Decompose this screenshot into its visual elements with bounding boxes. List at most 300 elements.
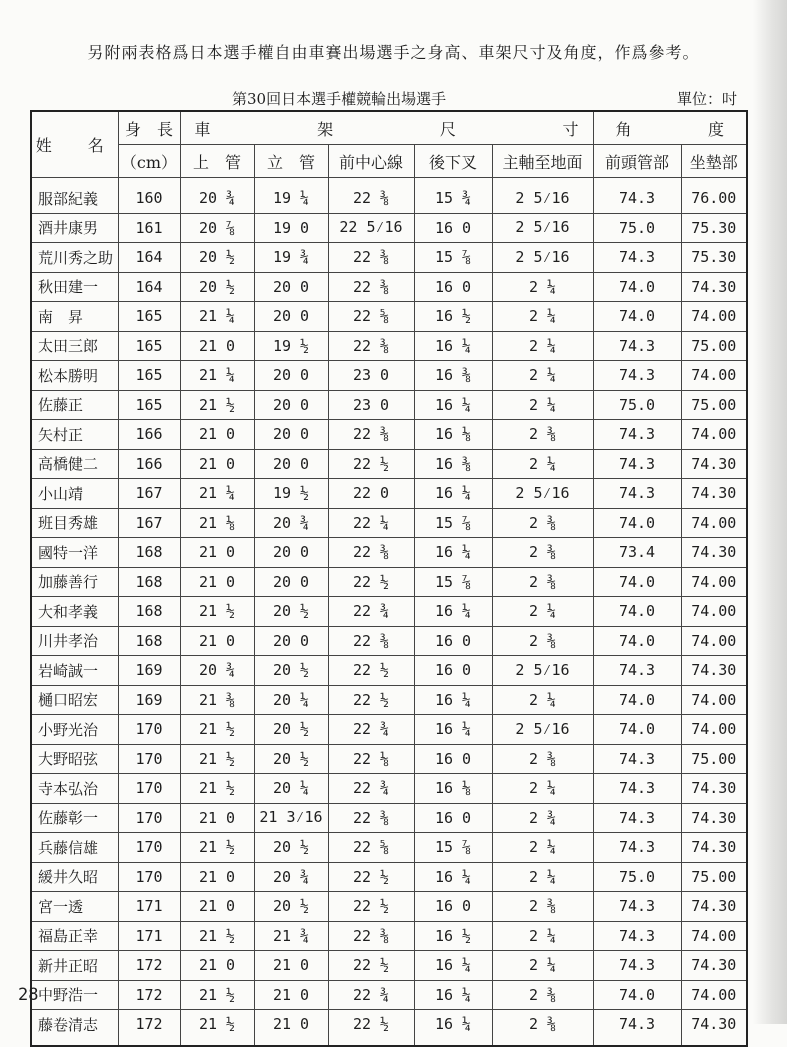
- cell-seat: 19 ½: [254, 479, 328, 509]
- cell-head: 74.3: [593, 803, 681, 833]
- cell-center: 22 ¾: [328, 597, 414, 627]
- cell-name: 南 昇: [31, 302, 118, 332]
- cell-seat: 20 0: [254, 626, 328, 656]
- cell-bb: 2 ¼: [492, 390, 593, 420]
- cell-name: 藤卷清志: [31, 1010, 118, 1046]
- table-row: [31, 178, 747, 214]
- cell-seatang: 74.30: [681, 803, 747, 833]
- cell-seatang: 74.30: [681, 656, 747, 686]
- table-row: [31, 715, 747, 745]
- cell-center: 22 0: [328, 479, 414, 509]
- cell-top: 21 ⅛: [180, 508, 254, 538]
- table-row: [31, 862, 747, 892]
- cell-bb: 2 5⁄16: [492, 243, 593, 273]
- cell-center: 22 ¼: [328, 508, 414, 538]
- cell-chain: 16 ¼: [414, 479, 492, 509]
- table-row: [31, 744, 747, 774]
- cell-head: 74.0: [593, 715, 681, 745]
- table-row: [31, 892, 747, 922]
- cell-seatang: 75.00: [681, 390, 747, 420]
- cell-bb: 2 ¼: [492, 951, 593, 981]
- cell-center: 22 ⅝: [328, 302, 414, 332]
- cell-seat: 21 0: [254, 1010, 328, 1046]
- cell-name: 中野浩一: [31, 980, 118, 1010]
- cell-top: 21 ⅜: [180, 685, 254, 715]
- cell-seatang: 75.30: [681, 213, 747, 243]
- cell-head: 74.3: [593, 361, 681, 391]
- cell-seatang: 74.00: [681, 626, 747, 656]
- cell-top: 21 ½: [180, 1010, 254, 1046]
- cell-head: 74.0: [593, 685, 681, 715]
- angle-char: 度: [708, 119, 725, 139]
- cell-seatang: 75.00: [681, 331, 747, 361]
- cell-seatang: 74.30: [681, 951, 747, 981]
- table-row: [31, 833, 747, 863]
- cell-seat: 20 ½: [254, 597, 328, 627]
- cell-top: 21 0: [180, 567, 254, 597]
- cell-seatang: 74.00: [681, 715, 747, 745]
- cell-seat: 20 0: [254, 390, 328, 420]
- cell-head: 74.3: [593, 892, 681, 922]
- table-row: [31, 361, 747, 391]
- cell-top: 21 ½: [180, 715, 254, 745]
- cell-bb: 2 ⅜: [492, 420, 593, 450]
- cell-name: 矢村正: [31, 420, 118, 450]
- cell-head: 74.0: [593, 302, 681, 332]
- cell-head: 74.3: [593, 420, 681, 450]
- cell-bb: 2 5⁄16: [492, 213, 593, 243]
- cell-height: 171: [118, 892, 180, 922]
- cell-top: 21 0: [180, 892, 254, 922]
- cell-height: 161: [118, 213, 180, 243]
- cell-head: 74.0: [593, 626, 681, 656]
- cell-bb: 2 ¼: [492, 331, 593, 361]
- cell-center: 22 ½: [328, 656, 414, 686]
- cell-bb: 2 ¼: [492, 302, 593, 332]
- cell-name: 荒川秀之助: [31, 243, 118, 273]
- cell-chain: 16 0: [414, 626, 492, 656]
- cell-center: 22 ½: [328, 951, 414, 981]
- cell-chain: 16 0: [414, 213, 492, 243]
- cell-height: 166: [118, 420, 180, 450]
- cell-center: 22 ⅝: [328, 833, 414, 863]
- cell-top: 21 0: [180, 420, 254, 450]
- cell-name: 岩崎誠一: [31, 656, 118, 686]
- cell-center: 22 ½: [328, 685, 414, 715]
- cell-chain: 16 0: [414, 272, 492, 302]
- cell-height: 171: [118, 921, 180, 951]
- cell-bb: 2 5⁄16: [492, 178, 593, 214]
- cell-chain: 15 ⅞: [414, 833, 492, 863]
- cell-seat: 20 0: [254, 567, 328, 597]
- page-number: 28: [18, 985, 39, 1005]
- cell-height: 165: [118, 361, 180, 391]
- table-row: [31, 390, 747, 420]
- table-row: [31, 921, 747, 951]
- cell-seat: 21 3⁄16: [254, 803, 328, 833]
- cell-seat: 20 0: [254, 449, 328, 479]
- cell-name: 班目秀雄: [31, 508, 118, 538]
- cell-name: 大野昭弦: [31, 744, 118, 774]
- cell-head: 74.3: [593, 951, 681, 981]
- cell-center: 22 ¾: [328, 980, 414, 1010]
- cell-height: 170: [118, 862, 180, 892]
- cell-height: 170: [118, 833, 180, 863]
- frame-char: 車: [194, 119, 211, 139]
- cell-seat: 21 0: [254, 980, 328, 1010]
- cell-chain: 16 ¼: [414, 597, 492, 627]
- cell-center: 22 ⅜: [328, 626, 414, 656]
- frame-char: 架: [317, 119, 334, 139]
- table-row: [31, 803, 747, 833]
- cell-top: 20 ½: [180, 272, 254, 302]
- cell-height: 168: [118, 597, 180, 627]
- cell-seatang: 75.30: [681, 243, 747, 273]
- cell-center: 22 ⅜: [328, 803, 414, 833]
- cell-bb: 2 ¼: [492, 272, 593, 302]
- cell-name: 高橋健二: [31, 449, 118, 479]
- cell-top: 21 ¼: [180, 302, 254, 332]
- cell-chain: 16 0: [414, 892, 492, 922]
- cell-chain: 16 ½: [414, 921, 492, 951]
- cell-name: 小山靖: [31, 479, 118, 509]
- cell-head: 74.3: [593, 1010, 681, 1046]
- cell-top: 21 ½: [180, 774, 254, 804]
- cell-head: 74.0: [593, 508, 681, 538]
- rider-frame-table: [30, 110, 748, 1047]
- cell-center: 22 ⅜: [328, 178, 414, 214]
- cell-top: 21 0: [180, 449, 254, 479]
- cell-chain: 15 ⅞: [414, 508, 492, 538]
- cell-center: 22 ⅜: [328, 420, 414, 450]
- cell-center: 22 ¾: [328, 774, 414, 804]
- cell-chain: 16 ⅜: [414, 449, 492, 479]
- cell-seatang: 74.00: [681, 567, 747, 597]
- cell-chain: 16 ⅛: [414, 420, 492, 450]
- cell-name: 新井正昭: [31, 951, 118, 981]
- cell-seat: 19 ¾: [254, 243, 328, 273]
- header-chainstay: 後下叉: [414, 145, 492, 178]
- cell-center: 22 ⅛: [328, 744, 414, 774]
- cell-head: 74.3: [593, 178, 681, 214]
- cell-seat: 20 ¼: [254, 685, 328, 715]
- cell-head: 75.0: [593, 390, 681, 420]
- cell-chain: 16 ⅜: [414, 361, 492, 391]
- cell-bb: 2 ¼: [492, 862, 593, 892]
- cell-bb: 2 ¼: [492, 449, 593, 479]
- cell-bb: 2 ¼: [492, 685, 593, 715]
- cell-bb: 2 ¼: [492, 597, 593, 627]
- cell-name: 宮一透: [31, 892, 118, 922]
- cell-seatang: 74.00: [681, 420, 747, 450]
- cell-seat: 20 ½: [254, 833, 328, 863]
- cell-height: 169: [118, 656, 180, 686]
- cell-seatang: 74.30: [681, 449, 747, 479]
- cell-center: 22 ½: [328, 567, 414, 597]
- cell-bb: 2 ⅜: [492, 980, 593, 1010]
- cell-head: 74.0: [593, 567, 681, 597]
- cell-seatang: 74.30: [681, 272, 747, 302]
- cell-top: 21 ½: [180, 833, 254, 863]
- cell-seat: 20 ½: [254, 715, 328, 745]
- angle-char: 角: [615, 119, 632, 139]
- table-row: [31, 508, 747, 538]
- cell-top: 21 ½: [180, 744, 254, 774]
- header-height: 身 長: [118, 111, 180, 145]
- header-head-angle: 前頭管部: [593, 145, 681, 178]
- cell-head: 74.3: [593, 774, 681, 804]
- cell-seat: 20 ¾: [254, 508, 328, 538]
- cell-head: 73.4: [593, 538, 681, 568]
- table-row: [31, 243, 747, 273]
- cell-height: 170: [118, 715, 180, 745]
- table-row: [31, 420, 747, 450]
- table-row: [31, 302, 747, 332]
- cell-seat: 20 0: [254, 361, 328, 391]
- table-row: [31, 951, 747, 981]
- cell-seat: 20 ¾: [254, 862, 328, 892]
- cell-name: 兵藤信雄: [31, 833, 118, 863]
- header-frame-size: [180, 111, 593, 145]
- cell-height: 167: [118, 508, 180, 538]
- cell-seatang: 75.00: [681, 862, 747, 892]
- cell-seatang: 76.00: [681, 178, 747, 214]
- cell-height: 166: [118, 449, 180, 479]
- frame-char: 尺: [439, 119, 456, 139]
- table-caption: 第30回日本選手權競輪出場選手: [232, 90, 447, 108]
- cell-height: 170: [118, 774, 180, 804]
- cell-head: 74.0: [593, 597, 681, 627]
- cell-name: 佐藤正: [31, 390, 118, 420]
- cell-seatang: 74.30: [681, 1010, 747, 1046]
- cell-seatang: 74.00: [681, 597, 747, 627]
- cell-head: 75.0: [593, 862, 681, 892]
- cell-height: 168: [118, 567, 180, 597]
- cell-bb: 2 ¼: [492, 361, 593, 391]
- cell-seat: 20 0: [254, 420, 328, 450]
- cell-name: 加藤善行: [31, 567, 118, 597]
- cell-chain: 16 ¼: [414, 390, 492, 420]
- cell-seatang: 74.30: [681, 833, 747, 863]
- cell-seat: 20 ½: [254, 744, 328, 774]
- cell-seat: 21 ¾: [254, 921, 328, 951]
- cell-bb: 2 ¾: [492, 803, 593, 833]
- cell-top: 21 ¼: [180, 361, 254, 391]
- cell-height: 168: [118, 538, 180, 568]
- page-edge-shadow: [753, 0, 787, 1024]
- cell-chain: 16 ¼: [414, 951, 492, 981]
- header-angle: [593, 111, 747, 145]
- cell-seatang: 74.00: [681, 685, 747, 715]
- cell-head: 74.3: [593, 449, 681, 479]
- cell-bb: 2 ¼: [492, 833, 593, 863]
- cell-head: 74.3: [593, 479, 681, 509]
- cell-seatang: 74.00: [681, 921, 747, 951]
- cell-seatang: 74.30: [681, 538, 747, 568]
- table-row: [31, 980, 747, 1010]
- cell-name: 酒井康男: [31, 213, 118, 243]
- cell-head: 74.3: [593, 656, 681, 686]
- cell-top: 21 ½: [180, 921, 254, 951]
- cell-chain: 16 0: [414, 656, 492, 686]
- header-bb-height: 主軸至地面: [492, 145, 593, 178]
- cell-seatang: 75.00: [681, 744, 747, 774]
- cell-name: 緩井久昭: [31, 862, 118, 892]
- cell-height: 168: [118, 626, 180, 656]
- cell-top: 21 0: [180, 803, 254, 833]
- cell-height: 170: [118, 803, 180, 833]
- cell-head: 74.3: [593, 331, 681, 361]
- cell-height: 170: [118, 744, 180, 774]
- cell-name: 樋口昭宏: [31, 685, 118, 715]
- table-row: [31, 685, 747, 715]
- cell-head: 74.3: [593, 833, 681, 863]
- cell-chain: 15 ¾: [414, 178, 492, 214]
- table-row: [31, 656, 747, 686]
- cell-height: 165: [118, 331, 180, 361]
- cell-center: 22 ⅜: [328, 272, 414, 302]
- cell-seatang: 74.00: [681, 508, 747, 538]
- cell-seatang: 74.30: [681, 479, 747, 509]
- cell-top: 20 ½: [180, 243, 254, 273]
- cell-chain: 16 ¼: [414, 862, 492, 892]
- cell-name: 大和孝義: [31, 597, 118, 627]
- cell-head: 74.3: [593, 921, 681, 951]
- cell-name: 福島正幸: [31, 921, 118, 951]
- cell-center: 22 ½: [328, 1010, 414, 1046]
- cell-center: 22 ⅜: [328, 331, 414, 361]
- cell-height: 172: [118, 951, 180, 981]
- cell-seat: 19 ¼: [254, 178, 328, 214]
- cell-top: 21 0: [180, 331, 254, 361]
- cell-height: 167: [118, 479, 180, 509]
- cell-bb: 2 ⅜: [492, 1010, 593, 1046]
- cell-seat: 19 ½: [254, 331, 328, 361]
- cell-bb: 2 ⅜: [492, 744, 593, 774]
- header-name: 姓 名: [31, 111, 118, 178]
- table-row: [31, 479, 747, 509]
- cell-bb: 2 5⁄16: [492, 479, 593, 509]
- cell-name: 川井孝治: [31, 626, 118, 656]
- cell-chain: 15 ⅞: [414, 243, 492, 273]
- cell-top: 20 ⅞: [180, 213, 254, 243]
- table-row: [31, 449, 747, 479]
- unit-label: 單位：吋: [677, 90, 738, 108]
- cell-chain: 16 ¼: [414, 538, 492, 568]
- cell-height: 160: [118, 178, 180, 214]
- cell-seatang: 74.00: [681, 361, 747, 391]
- cell-chain: 16 ½: [414, 302, 492, 332]
- cell-chain: 16 0: [414, 803, 492, 833]
- cell-seat: 20 ½: [254, 656, 328, 686]
- cell-name: 秋田建一: [31, 272, 118, 302]
- cell-center: 22 ⅜: [328, 243, 414, 273]
- cell-center: 22 5⁄16: [328, 213, 414, 243]
- cell-name: 松本勝明: [31, 361, 118, 391]
- cell-center: 22 ½: [328, 892, 414, 922]
- cell-center: 22 ¾: [328, 715, 414, 745]
- cell-bb: 2 ⅜: [492, 892, 593, 922]
- table-row: [31, 213, 747, 243]
- cell-seatang: 74.00: [681, 980, 747, 1010]
- cell-bb: 2 ⅜: [492, 538, 593, 568]
- cell-height: 164: [118, 243, 180, 273]
- cell-chain: 16 ¼: [414, 1010, 492, 1046]
- cell-head: 74.3: [593, 744, 681, 774]
- header-top-tube: 上 管: [180, 145, 254, 178]
- cell-head: 74.3: [593, 243, 681, 273]
- cell-seat: 19 0: [254, 213, 328, 243]
- header-height-unit: （cm）: [118, 145, 180, 178]
- table-row: [31, 538, 747, 568]
- header-seat-tube: 立 管: [254, 145, 328, 178]
- cell-height: 172: [118, 980, 180, 1010]
- cell-top: 20 ¾: [180, 656, 254, 686]
- cell-center: 23 0: [328, 390, 414, 420]
- cell-center: 22 ⅜: [328, 921, 414, 951]
- cell-head: 74.0: [593, 272, 681, 302]
- cell-height: 169: [118, 685, 180, 715]
- cell-bb: 2 ⅜: [492, 626, 593, 656]
- cell-seatang: 74.00: [681, 302, 747, 332]
- cell-seat: 20 ½: [254, 892, 328, 922]
- cell-bb: 2 ⅜: [492, 508, 593, 538]
- cell-height: 172: [118, 1010, 180, 1046]
- cell-chain: 16 0: [414, 744, 492, 774]
- cell-seat: 20 0: [254, 302, 328, 332]
- cell-top: 21 ½: [180, 980, 254, 1010]
- cell-name: 寺本弘治: [31, 774, 118, 804]
- frame-char: 寸: [562, 119, 579, 139]
- cell-name: 太田三郎: [31, 331, 118, 361]
- cell-top: 21 ½: [180, 390, 254, 420]
- cell-bb: 2 5⁄16: [492, 656, 593, 686]
- cell-height: 165: [118, 302, 180, 332]
- cell-center: 22 ½: [328, 862, 414, 892]
- cell-seat: 21 0: [254, 951, 328, 981]
- cell-chain: 16 ⅛: [414, 774, 492, 804]
- table-row: [31, 626, 747, 656]
- table-row: [31, 597, 747, 627]
- cell-chain: 16 ¼: [414, 715, 492, 745]
- cell-bb: 2 ¼: [492, 774, 593, 804]
- cell-seatang: 74.30: [681, 774, 747, 804]
- cell-seat: 20 0: [254, 272, 328, 302]
- cell-bb: 2 ⅜: [492, 567, 593, 597]
- cell-center: 22 ½: [328, 449, 414, 479]
- cell-height: 165: [118, 390, 180, 420]
- cell-chain: 16 ¼: [414, 685, 492, 715]
- cell-top: 21 0: [180, 626, 254, 656]
- cell-chain: 16 ¼: [414, 331, 492, 361]
- cell-bb: 2 ¼: [492, 921, 593, 951]
- header-front-center: 前中心線: [328, 145, 414, 178]
- cell-chain: 15 ⅞: [414, 567, 492, 597]
- cell-seat: 20 0: [254, 538, 328, 568]
- cell-name: 小野光治: [31, 715, 118, 745]
- cell-name: 服部紀義: [31, 178, 118, 214]
- cell-seatang: 74.30: [681, 892, 747, 922]
- cell-top: 21 ½: [180, 597, 254, 627]
- table-row: [31, 331, 747, 361]
- cell-name: 國特一洋: [31, 538, 118, 568]
- table-row: [31, 1010, 747, 1046]
- cell-center: 23 0: [328, 361, 414, 391]
- cell-top: 21 ¼: [180, 479, 254, 509]
- cell-top: 21 0: [180, 538, 254, 568]
- cell-seat: 20 ¼: [254, 774, 328, 804]
- header-seat-angle: 坐墊部: [681, 145, 747, 178]
